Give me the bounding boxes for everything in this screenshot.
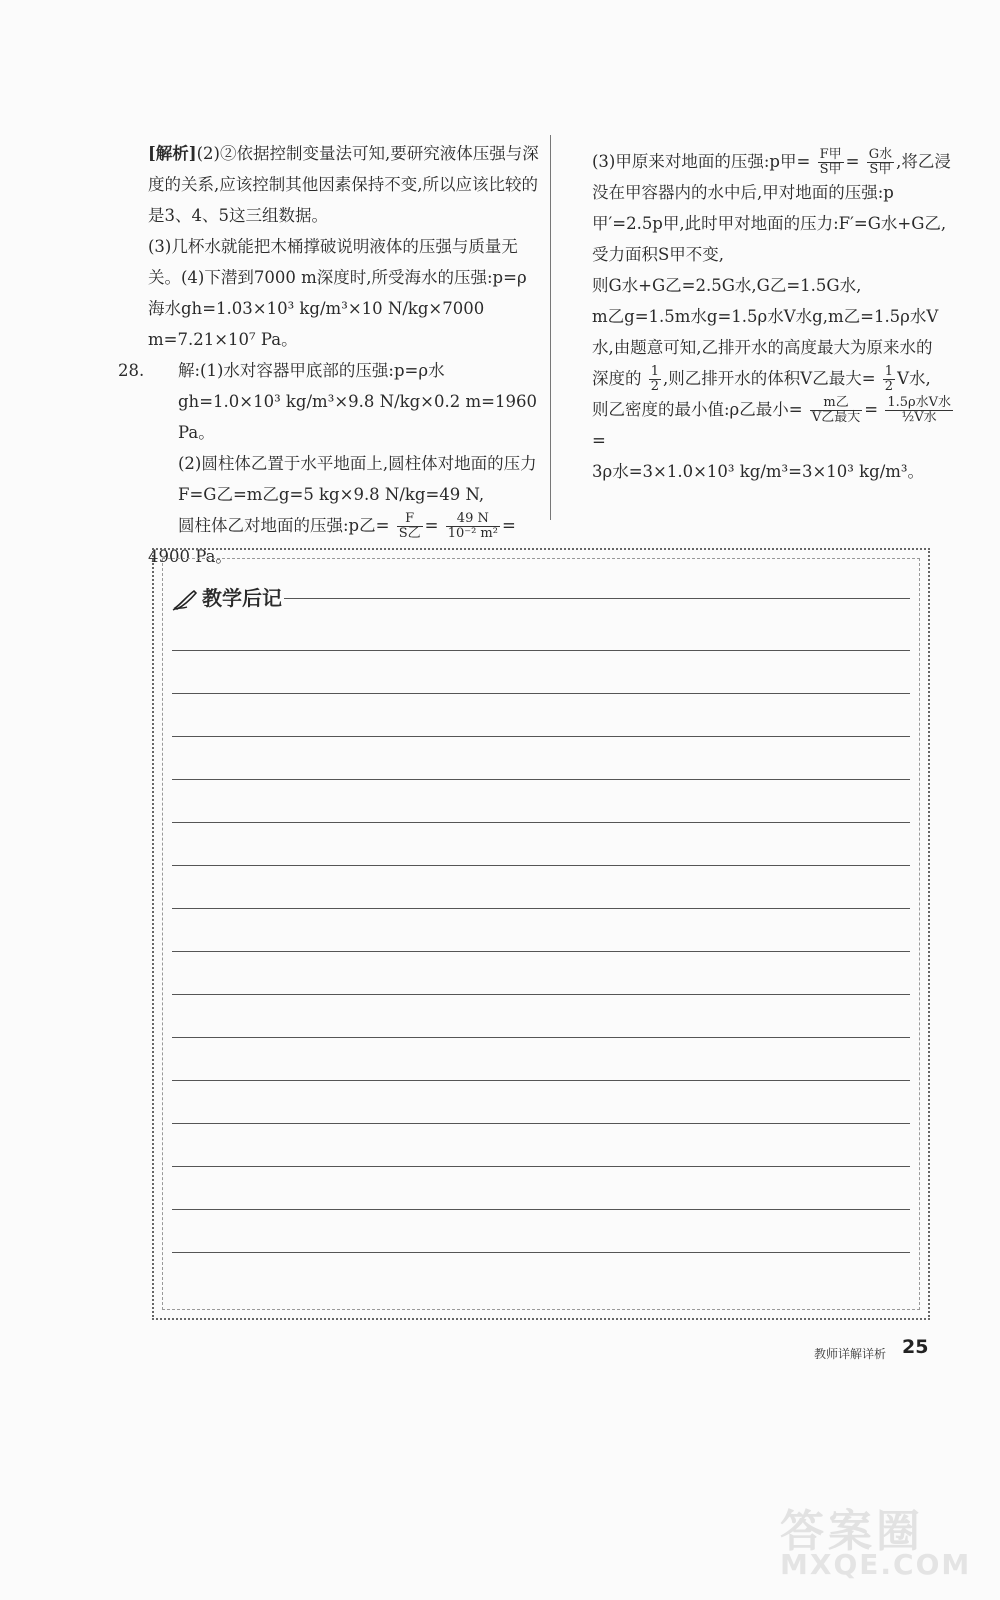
q28-pressure-lead: 圆柱体乙对地面的压强:p乙= <box>178 516 390 535</box>
writing-line <box>172 1252 910 1253</box>
right-p1-lead: (3)甲原来对地面的压强:p甲= <box>592 152 811 171</box>
fraction-49n-over-area <box>446 512 500 541</box>
writing-line <box>172 865 910 866</box>
writing-line <box>172 1209 910 1210</box>
fraction-denominator: V乙最大 <box>811 410 861 425</box>
footer-label: 教师详解详析 <box>814 1347 887 1361</box>
q28-part2: (2)圆柱体乙置于水平地面上,圆柱体对地面的压力F=G乙=m乙g=5 kg×9.8 N/kg=49 N, <box>178 454 537 504</box>
right-paragraph-2: 则G水+G乙=2.5G水,G乙=1.5G水, <box>592 276 862 295</box>
q28-part3 <box>178 510 540 541</box>
question-28 <box>118 355 540 572</box>
left-column <box>118 138 540 572</box>
fraction-f-over-s <box>397 512 423 541</box>
right-paragraph-6: 3ρ水=3×1.0×10³ kg/m³=3×10³ kg/m³。 <box>592 462 925 481</box>
pen-icon <box>172 589 198 611</box>
fraction-numerator: 1 <box>884 364 894 379</box>
fraction-half <box>649 365 661 394</box>
right-column <box>592 146 958 487</box>
equals-sign: = <box>501 516 516 535</box>
writing-line <box>172 1037 910 1038</box>
fraction-numerator: F <box>397 512 423 527</box>
fraction-denominator: 2 <box>884 379 894 394</box>
writing-line <box>284 598 910 599</box>
fraction-f-jia <box>818 148 844 177</box>
writing-line <box>172 822 910 823</box>
question-number: 28. <box>118 361 145 380</box>
fraction-denominator: 2 <box>650 379 660 394</box>
fraction-denominator: ½V水 <box>901 410 937 425</box>
fraction-density <box>810 396 862 425</box>
analysis-label: [解析] <box>148 144 197 163</box>
writing-line <box>172 736 910 737</box>
notes-title-text: 教学后记 <box>202 586 282 610</box>
right-p5-lead: 则乙密度的最小值:ρ乙最小= <box>592 400 803 419</box>
fraction-denominator: S乙 <box>398 526 421 541</box>
analysis-text-1: (2)②依据控制变量法可知,要研究液体压强与深度的关系,应该控制其他因素保持不变,所以应该比较的是3、4、5这三组数据。 <box>148 144 539 225</box>
right-paragraph-5 <box>592 394 958 456</box>
notes-inner-border <box>162 558 920 1310</box>
writing-line <box>172 951 910 952</box>
fraction-numerator: 49 N <box>446 512 500 527</box>
right-p4-mid: ,则乙排开水的体积V乙最大= <box>663 369 876 388</box>
fraction-numerator: 1 <box>650 364 660 379</box>
fraction-half <box>883 365 895 394</box>
right-p5-tail: = <box>592 431 606 450</box>
page-number: 25 <box>902 1336 929 1358</box>
fraction-denominator: S甲 <box>819 162 842 177</box>
right-paragraph-4 <box>592 363 958 394</box>
writing-line <box>172 779 910 780</box>
fraction-density-values <box>885 396 953 425</box>
q28-part4: 4900 Pa。 <box>148 547 232 566</box>
fraction-denominator: 10⁻² m² <box>447 526 498 541</box>
right-p1-tail: ,将乙浸没在甲容器内的水中后,甲对地面的压强:p甲′=2.5p甲,此时甲对地面的压力:F′=G水+G乙,受力面积S甲不变, <box>592 152 951 264</box>
right-p4-tail: V水, <box>897 369 931 388</box>
right-paragraph-3: m乙g=1.5m水g=1.5ρ水V水g,m乙=1.5ρ水V水,由题意可知,乙排开水的高度最大为原来水的 <box>592 307 939 357</box>
column-divider <box>550 135 551 520</box>
writing-line <box>172 650 910 651</box>
writing-line <box>172 693 910 694</box>
right-paragraph-1 <box>592 146 958 270</box>
watermark-url: MXQE.COM <box>780 1548 972 1581</box>
writing-line <box>172 1166 910 1167</box>
fraction-numerator: G水 <box>868 147 893 162</box>
q28-part1: 解:(1)水对容器甲底部的压强:p=ρ水gh=1.0×10³ kg/m³×9.8 N/kg×0.2 m=1960 Pa。 <box>178 361 537 442</box>
fraction-numerator: m乙 <box>810 396 862 411</box>
teaching-notes-box <box>152 548 930 1320</box>
watermark-logo: 答案圈 <box>780 1506 924 1557</box>
equals-sign: = <box>845 152 860 171</box>
right-p4-lead: 深度的 <box>592 369 642 388</box>
fraction-g-water <box>867 148 894 177</box>
notes-title <box>172 582 282 611</box>
analysis-paragraph-1 <box>148 138 540 231</box>
equals-sign: = <box>424 516 439 535</box>
fraction-numerator: F甲 <box>819 147 842 162</box>
analysis-paragraph-2: (3)几杯水就能把木桶撑破说明液体的压强与质量无关。(4)下潜到7000 m深度时,所受海水的压强:p=ρ海水gh=1.03×10³ kg/m³×10 N/kg×7000 m=7.21×10⁷ Pa。 <box>148 237 527 349</box>
writing-line <box>172 1123 910 1124</box>
writing-line <box>172 1080 910 1081</box>
writing-line <box>172 908 910 909</box>
fraction-numerator: 1.5ρ水V水 <box>887 395 952 410</box>
fraction-denominator: S甲 <box>869 162 892 177</box>
equals-sign: = <box>864 400 879 419</box>
writing-line <box>172 994 910 995</box>
